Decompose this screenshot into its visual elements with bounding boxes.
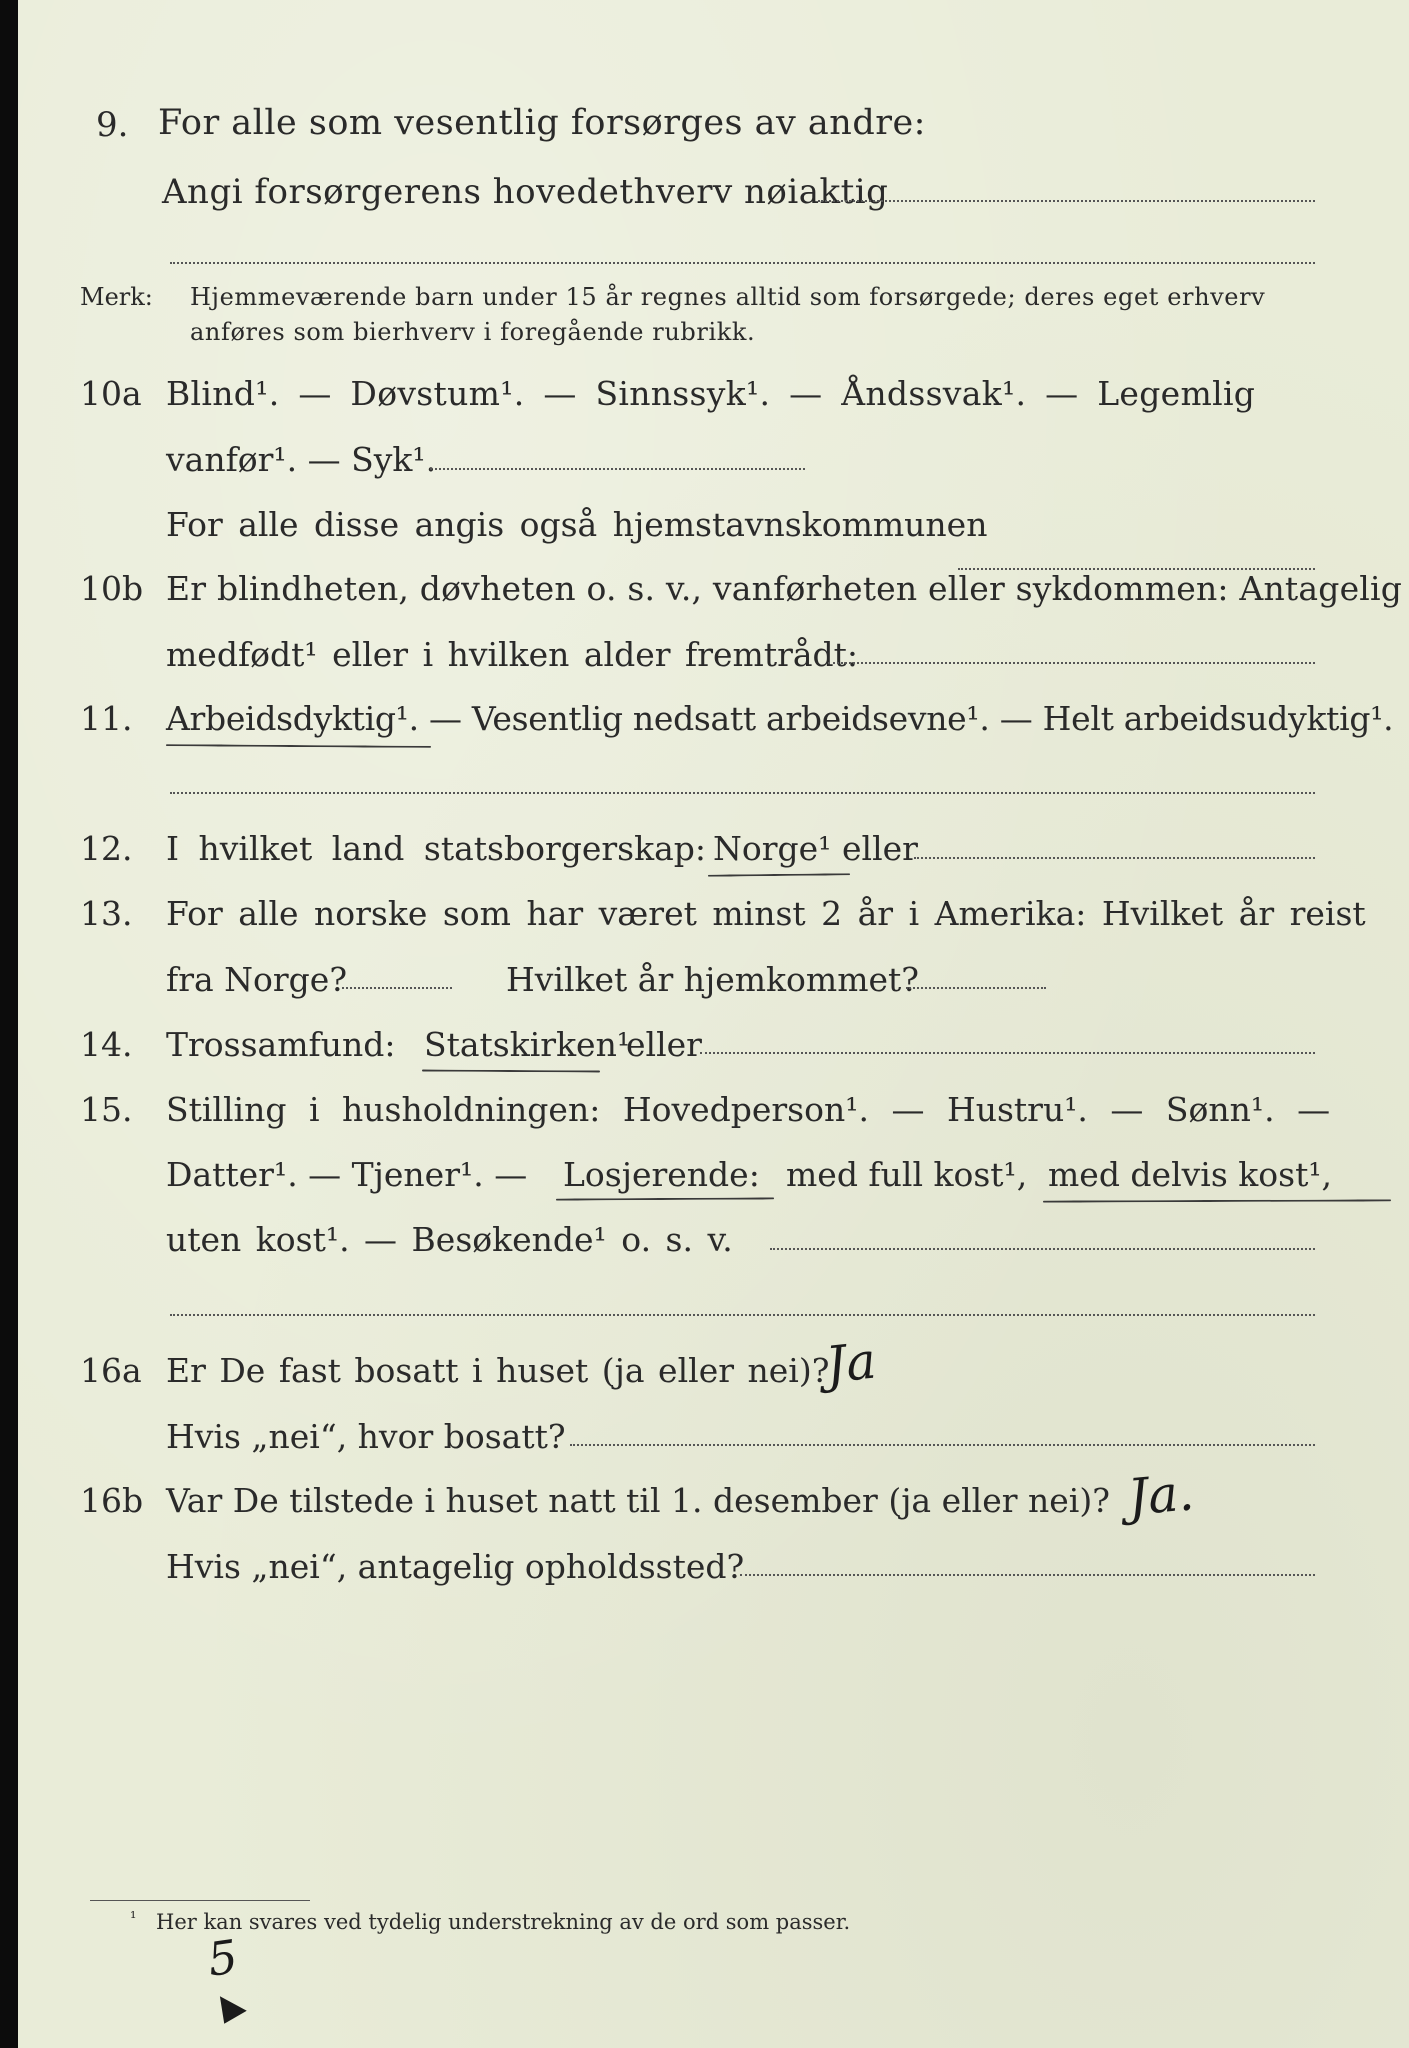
q15-line-2b: Losjerende: [563, 1155, 760, 1194]
q15-line-2d: med delvis kost¹, [1048, 1155, 1333, 1194]
q9-answer-line[interactable] [818, 200, 1315, 202]
merk-label: Merk: [80, 283, 153, 311]
q12-answer-line[interactable] [914, 857, 1315, 859]
q14-suffix: eller [626, 1025, 702, 1064]
q13-line-2a: fra Norge? [166, 960, 348, 999]
q11-underline-arbeidsdyktig [166, 744, 431, 748]
q9-number: 9. [96, 105, 129, 145]
merk-line-1: Hjemmeværende barn under 15 år regnes alltid som forsørgede; deres eget erhverv [190, 283, 1266, 311]
q10b-line-2: medfødt¹ eller i hvilken alder fremtrådt: [166, 635, 859, 674]
q15-answer-line-2[interactable] [170, 1314, 1315, 1316]
q16b-answer-line[interactable] [740, 1574, 1315, 1576]
q12-underline-norge [708, 873, 850, 876]
corner-arrow-icon [211, 1988, 247, 2024]
q15-answer-line-1[interactable] [770, 1248, 1315, 1250]
q14-underline-statskirken [422, 1070, 600, 1073]
q10a-line-3: For alle disse angis også hjemstavnskommunen [166, 505, 988, 544]
q11-answer-line[interactable] [170, 792, 1315, 794]
q16b-number: 16b [80, 1481, 144, 1520]
q16b-line-2: Hvis „nei“, antagelig opholdssted? [166, 1547, 745, 1586]
footnote-rule [90, 1900, 310, 1901]
q10a-answer-line-1[interactable] [430, 468, 805, 470]
q10a-line-1: Blind¹. — Døvstum¹. — Sinnssyk¹. — Åndssvak¹. — Legemlig [166, 374, 1256, 413]
page-mark-handwritten: 5 [204, 1929, 241, 1987]
q15-number: 15. [80, 1090, 133, 1129]
q15-underline-losjerende [556, 1197, 774, 1200]
q10b-answer-line[interactable] [828, 662, 1315, 664]
q13-line-2b: Hvilket år hjemkommet? [506, 960, 919, 999]
q16b-handwritten-answer: Ja. [1125, 1463, 1197, 1527]
q12-number: 12. [80, 829, 133, 868]
q14-option: Statskirken¹ [424, 1025, 631, 1064]
q15-underline-delvis-kost [1043, 1199, 1391, 1202]
q10a-number: 10a [80, 374, 142, 413]
q9-line: Angi forsørgerens hovedethverv nøiaktig [162, 172, 889, 212]
q13-line-1: For alle norske som har været minst 2 år i Amerika: Hvilket år reist [166, 894, 1366, 933]
q13-number: 13. [80, 894, 133, 933]
q15-line-2a: Datter¹. — Tjener¹. — [166, 1155, 528, 1194]
q12-suffix: eller [842, 829, 918, 868]
q16a-answer-line[interactable] [570, 1444, 1315, 1446]
q16a-line-1: Er De fast bosatt i huset (ja eller nei)? [166, 1351, 830, 1390]
footnote-marker: ¹ [130, 1908, 137, 1927]
q16a-number: 16a [80, 1351, 142, 1390]
q11-line-1: Arbeidsdyktig¹. — Vesentlig nedsatt arbeidsevne¹. — Helt arbeidsudyktig¹. [166, 699, 1394, 738]
merk-line-2: anføres som bierhverv i foregående rubrikk. [190, 318, 756, 346]
q16b-line-1: Var De tilstede i huset natt til 1. desember (ja eller nei)? [166, 1481, 1110, 1520]
q10a-line-2: vanfør¹. — Syk¹. [166, 440, 437, 479]
q10b-line-1: Er blindheten, døvheten o. s. v., vanførheten eller sykdommen: Antagelig [166, 569, 1403, 608]
q15-line-1: Stilling i husholdningen: Hovedperson¹. — Hustru¹. — Sønn¹. — [166, 1090, 1331, 1129]
q16a-line-2: Hvis „nei“, hvor bosatt? [166, 1417, 566, 1456]
q13-hjemkommet-answer-line[interactable] [906, 987, 1046, 989]
q14-answer-line[interactable] [700, 1052, 1315, 1054]
q10b-number: 10b [80, 569, 144, 608]
q9-answer-line-2[interactable] [170, 262, 1315, 264]
q14-prefix: Trossamfund: [166, 1025, 396, 1064]
footnote-text: Her kan svares ved tydelig understrekning av de ord som passer. [156, 1910, 851, 1934]
q9-heading: For alle som vesentlig forsørges av andre: [158, 103, 926, 143]
q12-prefix: I hvilket land statsborgerskap: [166, 829, 707, 868]
q12-option: Norge¹ [713, 829, 832, 868]
q14-number: 14. [80, 1025, 133, 1064]
q11-number: 11. [80, 699, 133, 738]
q16a-handwritten-answer: Ja [823, 1331, 879, 1395]
q15-line-3: uten kost¹. — Besøkende¹ o. s. v. [166, 1220, 733, 1259]
q13-reist-answer-line[interactable] [342, 987, 452, 989]
census-form-page [18, 0, 1409, 2048]
q15-line-2c: med full kost¹, [786, 1155, 1028, 1194]
